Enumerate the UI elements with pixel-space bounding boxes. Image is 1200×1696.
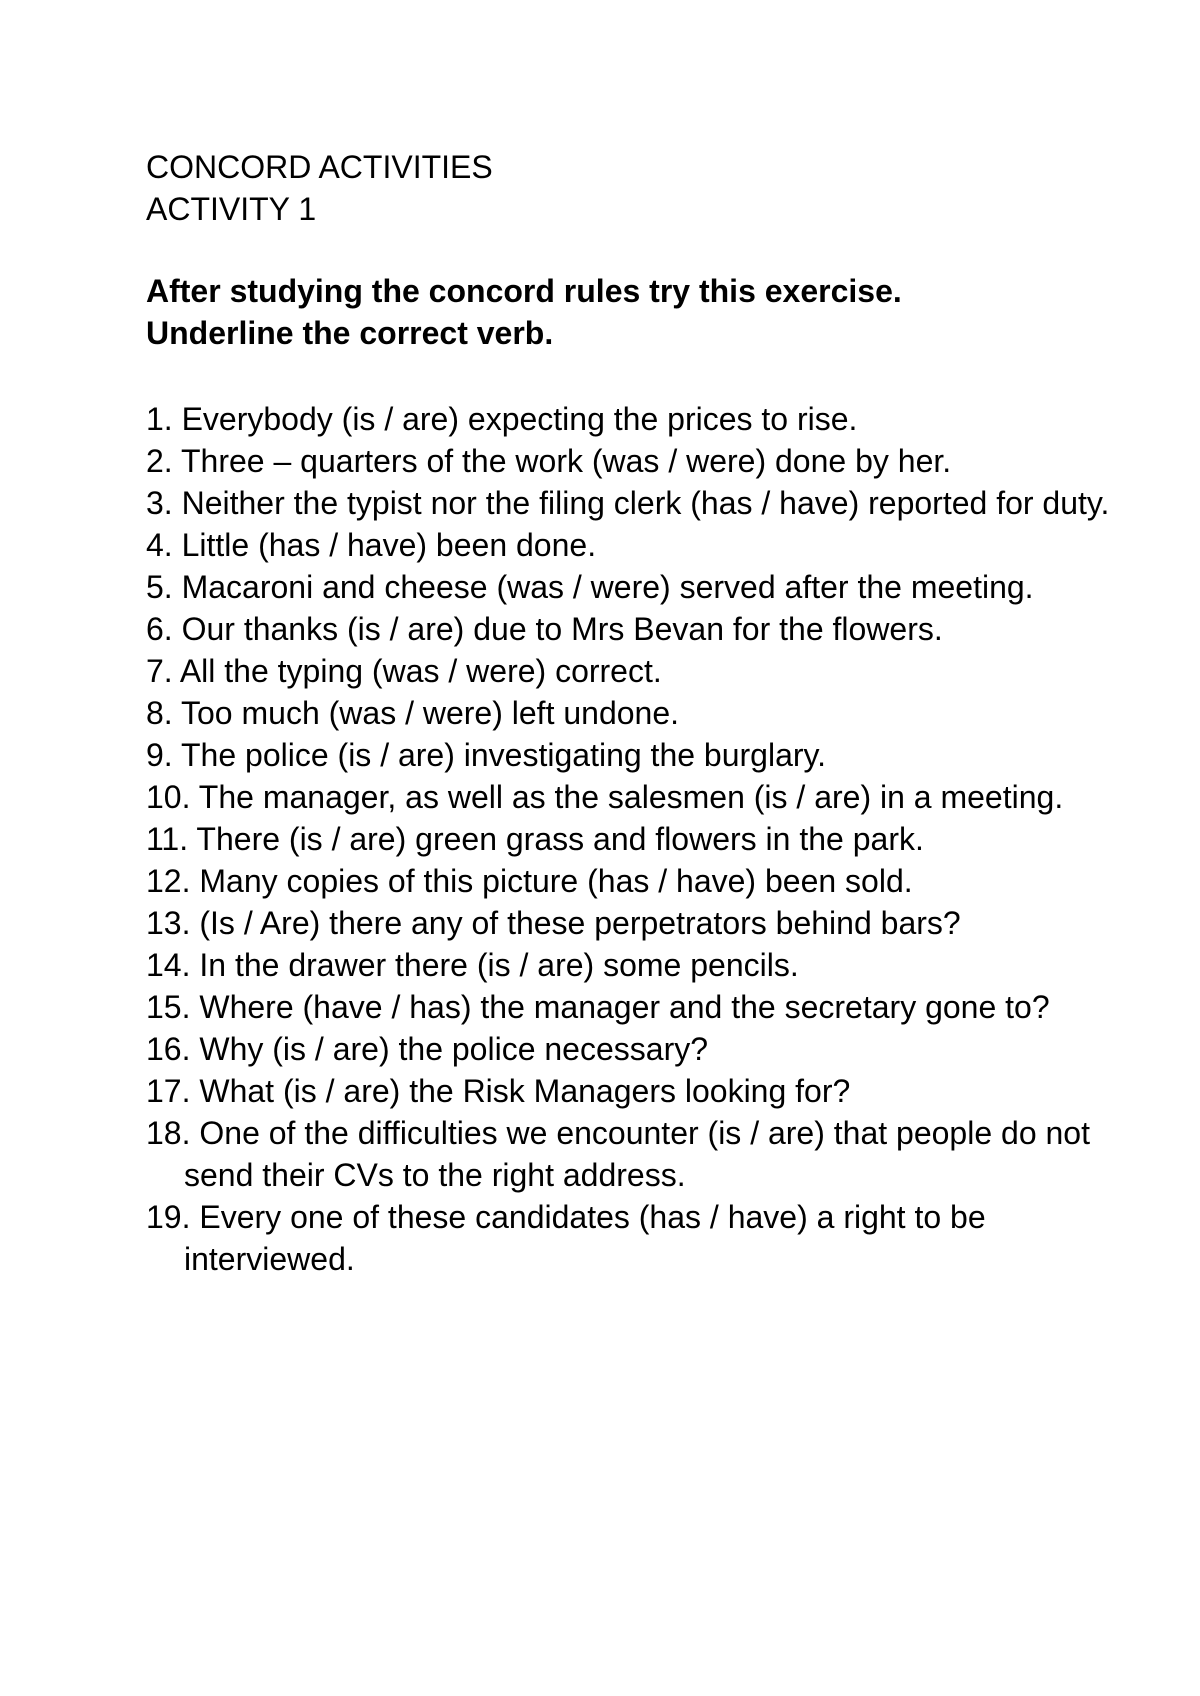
question-item: [146, 776, 1146, 818]
question-number: 6.: [146, 611, 173, 647]
question-number: 9.: [146, 737, 173, 773]
question-list: [146, 398, 1146, 1280]
question-item: [146, 902, 1146, 944]
question-number: 17.: [146, 1073, 191, 1109]
question-text: Little (has / have) been done.: [181, 527, 597, 563]
question-number: 4.: [146, 527, 173, 563]
question-item: [146, 692, 1146, 734]
question-number: 13.: [146, 905, 191, 941]
question-text: Three – quarters of the work (was / were) done by her.: [181, 443, 952, 479]
question-number: 11.: [146, 821, 189, 857]
question-text: Many copies of this picture (has / have) been sold.: [199, 863, 913, 899]
instruction-line-1: After studying the concord rules try this exercise.: [146, 273, 902, 309]
question-number: 10.: [146, 779, 191, 815]
question-number: 12.: [146, 863, 191, 899]
question-item: [146, 860, 1146, 902]
question-item: [146, 566, 1146, 608]
question-item: [146, 398, 1146, 440]
question-number: 16.: [146, 1031, 191, 1067]
question-text: Too much (was / were) left undone.: [181, 695, 680, 731]
question-number: 18.: [146, 1115, 191, 1151]
question-number: 1.: [146, 401, 173, 437]
question-item: [146, 440, 1146, 482]
question-text: All the typing (was / were) correct.: [179, 653, 662, 689]
question-text: The police (is / are) investigating the burglary.: [181, 737, 827, 773]
question-item: [146, 818, 1146, 860]
instructions: [146, 270, 1146, 354]
question-text: The manager, as well as the salesmen (is / are) in a meeting.: [198, 779, 1064, 815]
question-text: (Is / Are) there any of these perpetrators behind bars?: [199, 905, 961, 941]
question-text: Neither the typist nor the filing clerk (has / have) reported for duty.: [181, 485, 1110, 521]
activity-heading: ACTIVITY 1: [146, 191, 317, 227]
question-number: 7.: [146, 653, 173, 689]
question-number: 3.: [146, 485, 173, 521]
question-text: In the drawer there (is / are) some pencils.: [199, 947, 799, 983]
question-text: One of the difficulties we encounter (is / are) that people do not send their CVs to the right address.: [184, 1115, 1090, 1193]
question-item: [146, 986, 1146, 1028]
question-text: There (is / are) green grass and flowers in the park.: [196, 821, 924, 857]
question-number: 14.: [146, 947, 191, 983]
question-item: [146, 1196, 1146, 1280]
question-item: [146, 1112, 1146, 1196]
question-number: 5.: [146, 569, 173, 605]
question-number: 2.: [146, 443, 173, 479]
question-item: [146, 734, 1146, 776]
document-title: CONCORD ACTIVITIES: [146, 149, 493, 185]
question-item: [146, 944, 1146, 986]
question-item: [146, 608, 1146, 650]
question-text: Every one of these candidates (has / have) a right to be interviewed.: [184, 1199, 986, 1277]
document-page: [146, 146, 1146, 1280]
question-item: [146, 1028, 1146, 1070]
question-number: 19.: [146, 1199, 191, 1235]
question-text: Why (is / are) the police necessary?: [199, 1031, 709, 1067]
question-item: [146, 650, 1146, 692]
question-text: Our thanks (is / are) due to Mrs Bevan for the flowers.: [181, 611, 943, 647]
question-number: 8.: [146, 695, 173, 731]
question-text: Everybody (is / are) expecting the prices to rise.: [181, 401, 858, 437]
question-item: [146, 1070, 1146, 1112]
question-item: [146, 482, 1146, 524]
question-item: [146, 524, 1146, 566]
question-number: 15.: [146, 989, 191, 1025]
question-text: Macaroni and cheese (was / were) served after the meeting.: [181, 569, 1034, 605]
question-text: Where (have / has) the manager and the secretary gone to?: [199, 989, 1050, 1025]
question-text: What (is / are) the Risk Managers looking for?: [199, 1073, 851, 1109]
instruction-line-2: Underline the correct verb.: [146, 315, 554, 351]
